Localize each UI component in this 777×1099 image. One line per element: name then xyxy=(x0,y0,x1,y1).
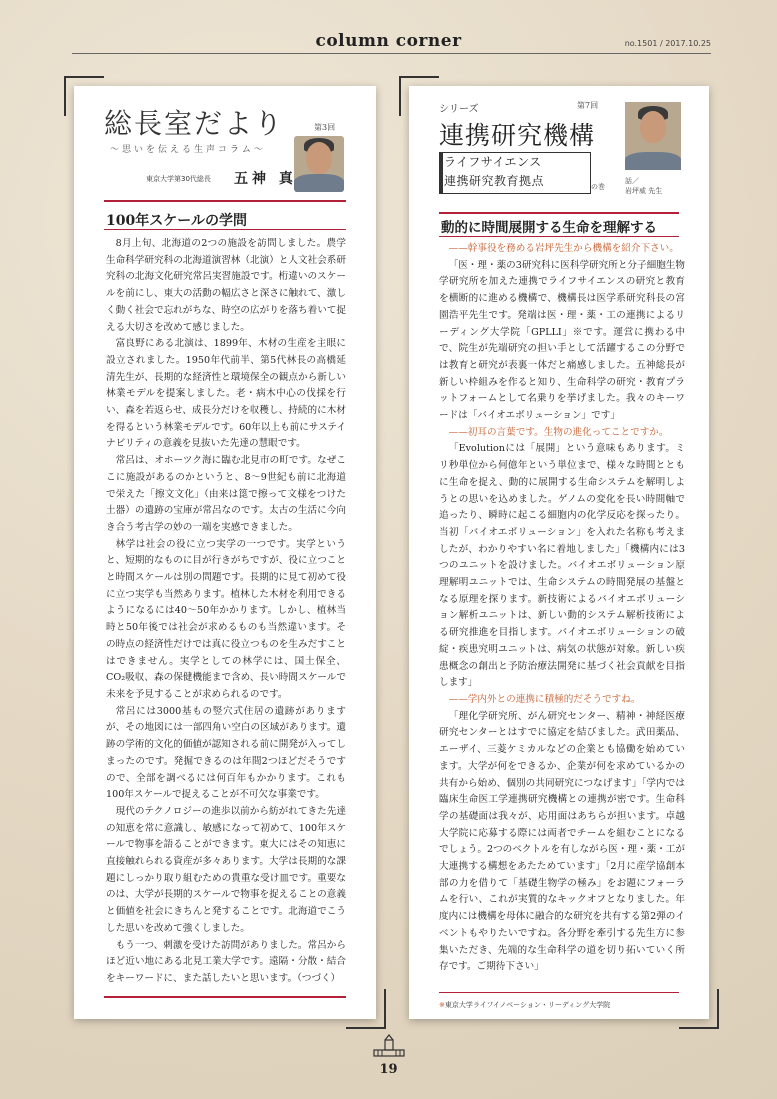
unit-name-line1: ライフサイエンス xyxy=(444,155,542,169)
interview-body xyxy=(439,241,685,1001)
page-number: 19 xyxy=(379,1062,398,1077)
portrait-shirt xyxy=(294,174,344,192)
column-title: 総長室だより xyxy=(104,107,285,140)
footnote-mark: ※ xyxy=(439,1001,445,1009)
paragraph: 常呂は、オホーツク海に臨む北見市の町です。なぜここに施設があるのかというと、8〜9世紀も前に北海道で栄えた「擦文文化」（由来は箆で擦って文様をつけた土器）の遺跡の宝庫が常呂なのです。太古の生活に今向き合う考古学の妙の一端を実感できました。 xyxy=(106,455,346,533)
interview-question: ——初耳の言葉です。生物の進化ってことですか。 xyxy=(448,426,669,438)
portrait-face xyxy=(640,111,666,143)
speaker-portrait xyxy=(625,102,681,170)
series-column xyxy=(409,86,709,1019)
corner-fold-bottom xyxy=(679,989,719,1029)
author-role: 東京大学第30代総長 xyxy=(146,175,211,183)
title-divider xyxy=(439,212,679,214)
paragraph: もう一つ、刺激を受けた訪問がありました。常呂からほど近い地にある北見工業大学です。遠隔・分散・結合をキーワードに、また話したいと思います。（つづく） xyxy=(106,939,346,984)
volume-label: 第3回 xyxy=(314,123,336,132)
interview-answer: 「理化学研究所、がん研究センター、精神・神経医療研究センターとはすでに協定を結びました。武田薬品、エーザイ、三菱ケミカルなどの企業とも協働を始めています。大学が何をできるか、企業が何を求めているかの共有から始め、個別の共同研究につなげます」「学内では臨床生命医工学連携研究機構との連携が密です。生命科学の基礎面は我々が、応用面はあちらが担います。卓越大学院に応募する際には両者でチームを組むことになるでしょう。2つのベクトルを有しながら医・理・薬・工が大連携する構想をあたためています」「2月に産学協創本部の力を借りて「基礎生物学の極み」をお題にフォーラムを行い、これが実質的なキックオフとなりました。年度内には機構を母体に融合的な研究を共有する第2弾のイベントもやりたいですね。各分野を牽引する先生方に参集いただき、先端的な生命科学の道を切り拓いていく所存です。ご期待下さい」 xyxy=(439,710,685,973)
paragraph: 富良野にある北演は、1899年、木材の生産を主眼に設立されました。1950年代前半、第5代林長の高橋延清先生が、長期的な経済性と環境保全の観点から新しい林業モデルを提案しました。老・病木中心の伐採を行い、森を若返らせ、成長分だけを収穫し、持続的に木材を得るという林業モデルです。60年以上も前にサステイナビリティの意義を見抜いた先達の慧眼です。 xyxy=(106,338,346,450)
paragraph: 林学は社会の役に立つ実学の一つです。実学というと、短期的なものに目が行きがちですが、役に立つことと時間スケールは別の問題です。長期的に見て初めて役に立つ実学も当然あります。植林した木材を利用できるようになるには40〜50年かかります。しかし、植林当時と50年後では社会が求めるものも当然違います。その時点の経済性だけでは真に役立つものを生みだすことはできません。実学としての林学には、国土保全、CO₂吸収、森の保健機能まで含め、長い時間スケールで未来を予見することが求められるのです。 xyxy=(106,538,346,700)
bottom-divider xyxy=(104,996,346,998)
paragraph: 常呂には3000基もの竪穴式住居の遺跡がありますが、その地図には一部四角い空白の区域があります。遺跡の学術的文化的価値が認知される前に開発が入ってしまったのです。発掘できるのは年間2つほどだそうですので、全部を調べるには何百年もかかります。これも100年スケールで捉えることが不可欠な事業です。 xyxy=(106,705,346,801)
interview-question: ——幹事役を務める岩坪先生から機構を紹介下さい。 xyxy=(448,243,679,254)
interview-answer: 「Evolutionには「展開」という意味もあります。ミリ秒単位から何億年という単位まで、様々な時間とともに生命を捉え、動的に展開する生命システムを解明しようとの思いを込めました。ゲノムの変化を長い時間軸で追ったり、瞬時に起こる細胞内の化学反応を探ったり。当初「バイオエボリューション」を入れた名称も考えましたが、わかりやすい名に着地しました」「機構内には3つのユニットを設けました。バイオエボリューション原理解明ユニットでは、生命システムの時間発展の基盤となる原理を探ります。新技術によるバイオエボリューション解析ユニットは、新しい動的システム解析技術による研究推進を目指します。バイオエボリューションの破綻・疾患究明ユニットは、病気の状態が対象。新しい疾患概念の創出と予防治療法開発に基づく社会貢献を目指します」 xyxy=(439,443,685,689)
author-name: 五神 真 xyxy=(234,171,297,187)
maki-label: の巻 xyxy=(591,183,605,191)
footnote-divider xyxy=(439,992,679,993)
header-rule xyxy=(72,53,711,54)
column-corner-title: column corner xyxy=(315,31,462,51)
corner-fold-top xyxy=(399,76,439,116)
portrait-face xyxy=(306,142,332,174)
corner-fold-bottom xyxy=(346,989,386,1029)
series-label: シリーズ xyxy=(439,104,479,115)
box-accent-bar xyxy=(439,152,443,194)
talk-label: 話／ xyxy=(625,177,639,185)
yasuda-auditorium-icon xyxy=(372,1034,406,1058)
speaker-credit xyxy=(625,176,662,196)
president-column xyxy=(74,86,376,1019)
unit-name-line2: 連携研究教育拠点 xyxy=(444,174,545,188)
footnote-text: 東京大学ライフイノベーション・リーディング大学院 xyxy=(444,1001,611,1009)
interview-answer: 「医・理・薬の3研究科に医科学研究所と分子細胞生物学研究所を加えた連携でライフサイエンスの研究と教育を横断的に進める機構で、機構長は医学系研究科長の宮園浩平先生です。発端は医・理・薬・工の連携によるリーディング大学院「GPLLI」※です。運営に携わる中で、院生が先端研究の担い手として活躍するこの分野では教育と研究が表裏一体だと痛感しました。五神総長が新しい枠組みを作ると知り、生命科学の研究・教育プラットフォームとして名乗りを挙げました。我々のキーワードは「バイオエボリューション」です」 xyxy=(439,259,685,422)
paragraph: 8月上旬、北海道の2つの施設を訪問しました。農学生命科学研究科の北海道演習林（北演）と人文社会系研究科の北海文化研究常呂実習施設です。桁違いのスケールを前にし、東大の活動の幅広さと深さに触れて、激しく動く社会で忘れがちな、時空の広がりを落ち着いて捉える大切さを改めて感じました。 xyxy=(106,238,346,333)
portrait-shirt xyxy=(625,152,681,170)
heading-divider xyxy=(104,229,346,230)
interview-question: ——学内外との連携に積極的だそうですね。 xyxy=(448,693,641,705)
speaker-name: 岩坪威 先生 xyxy=(625,187,663,195)
issue-info: no.1501 / 2017.10.25 xyxy=(624,39,711,48)
page-header xyxy=(0,0,777,60)
series-title: 連携研究機構 xyxy=(439,121,596,150)
article-body xyxy=(106,236,346,1026)
paragraph: 現代のテクノロジーの進歩以前から紡がれてきた先達の知恵を常に意識し、敏感になって初めて、100年スケールで物事を語ることができます。東大にはその知恵に直接触れられる資産が多々あります。大学は長期的な課題にしっかり取り組むための貴重な受け皿です。重要なのは、大学が長期的スケールで物事を捉えることの意義と価値を社会にきちんと発することです。北海道でこうした思いを改めて強くしました。 xyxy=(106,805,346,934)
article-heading: 動的に時間展開する生命を理解する xyxy=(441,220,657,236)
title-divider xyxy=(104,200,346,202)
volume-label: 第7回 xyxy=(577,101,599,110)
corner-fold-top xyxy=(64,76,104,116)
footnote xyxy=(439,1000,610,1010)
article-heading: 100年スケールの学問 xyxy=(106,213,247,229)
unit-name-box xyxy=(439,152,591,194)
heading-divider xyxy=(439,236,679,237)
author-portrait xyxy=(294,136,344,192)
column-subtitle: 〜思いを伝える生声コラム〜 xyxy=(110,145,266,155)
